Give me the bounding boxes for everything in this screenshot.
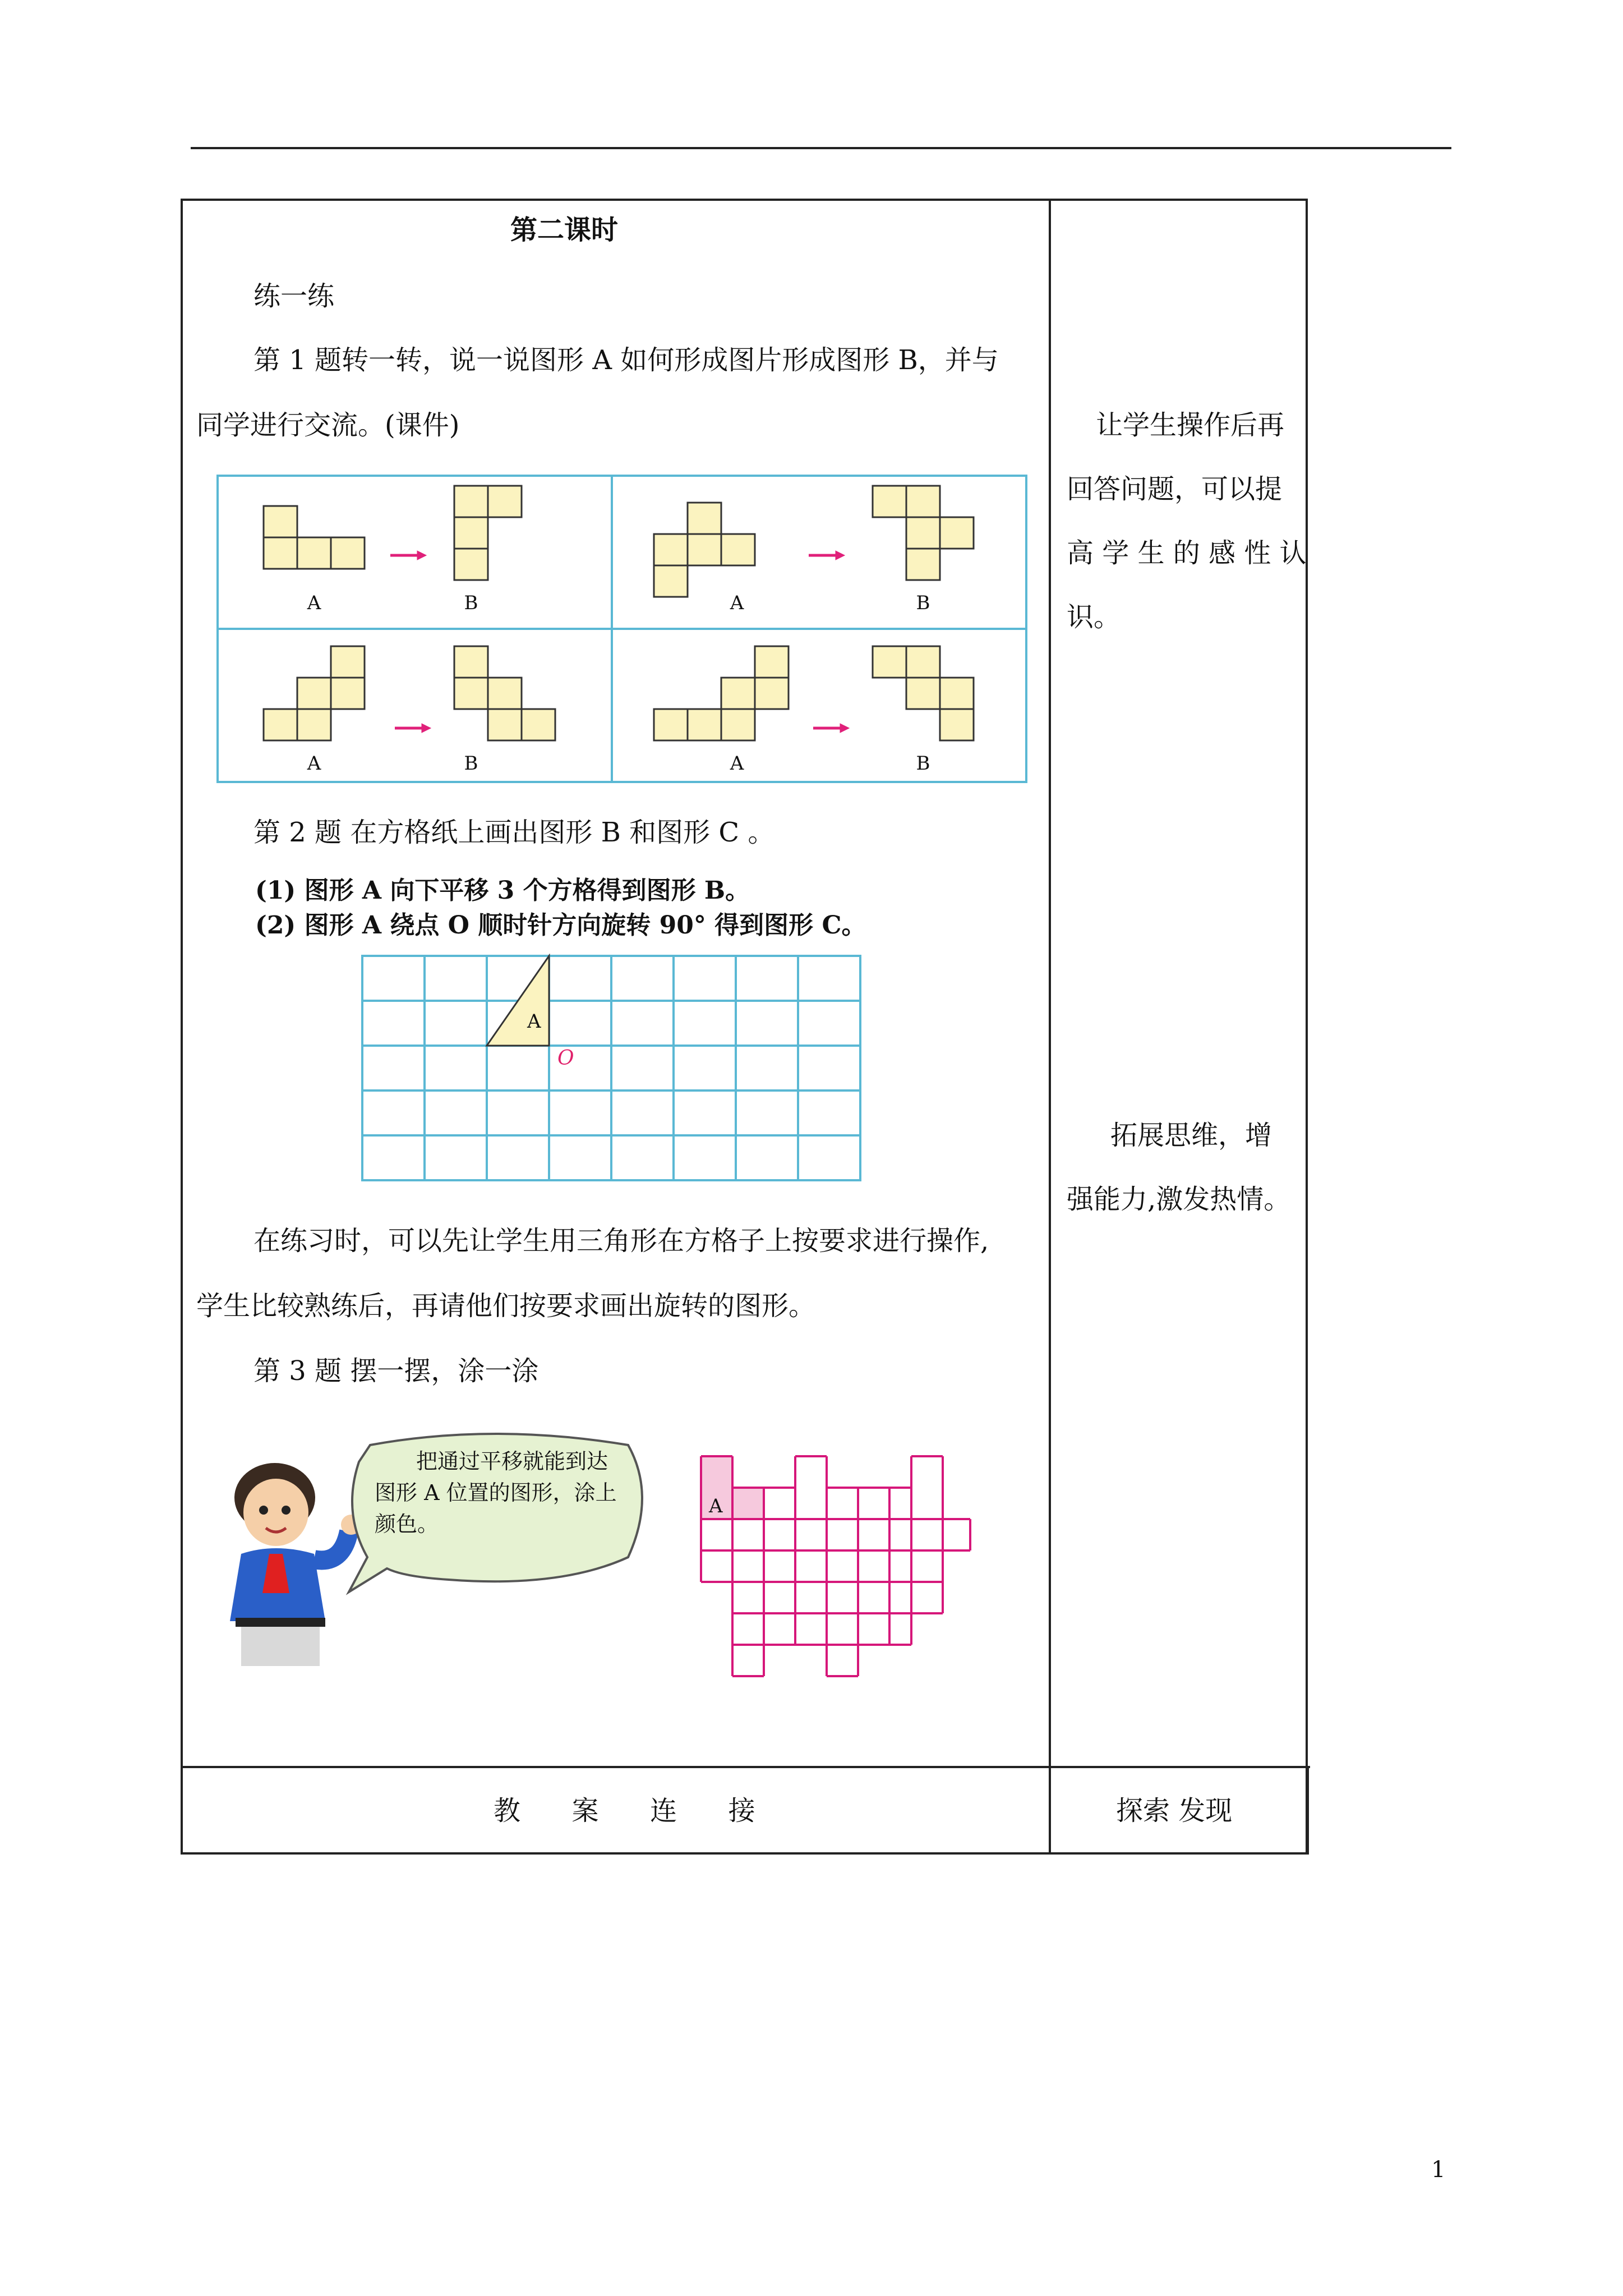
header-rule [191,147,1451,149]
panel-4-label-a: A [730,752,744,775]
sidebar-note-1-line-4: 识。 [1067,601,1121,633]
practice-heading: 练一练 [253,280,335,312]
panel-4-label-b: B [916,752,930,775]
question-1-line-2: 同学进行交流。(课件) [196,409,460,441]
question-2-sub-2: (2) 图形 A 绕点 O 顺时针方向旋转 90° 得到图形 C。 [255,911,866,940]
footer-right-edge [1307,1766,1309,1855]
footer-explore: 探索 发现 [1116,1795,1233,1826]
panel-1-label-a: A [307,592,321,614]
footer-divider [181,1766,1310,1768]
grid-label-o: O [557,1047,574,1070]
rotation-figure [216,475,1027,783]
bubble-line-1: 把通过平移就能到达 [416,1449,608,1474]
question-2-sub-1: (1) 图形 A 向下平移 3 个方格得到图形 B。 [255,876,750,905]
bubble-line-2: 图形 A 位置的图形，涂上 [375,1480,617,1505]
panel-1-label-b: B [464,592,478,614]
panel-2-label-a: A [730,592,744,614]
sidebar-note-1-line-3: 高 学 生 的 感 性 认 [1067,537,1307,569]
column-divider [1049,199,1051,1855]
panel-3-label-b: B [464,752,478,775]
note-line-1: 在练习时，可以先让学生用三角形在方格子上按要求进行操作, [253,1225,989,1257]
puzzle-figure [695,1451,987,1692]
question-2-heading: 第 2 题 在方格纸上画出图形 B 和图形 C 。 [253,817,775,848]
puzzle-label-a: A [709,1495,723,1517]
sidebar-note-2-line-1: 拓展思维，增 [1110,1120,1272,1151]
question-3-heading: 第 3 题 摆一摆，涂一涂 [253,1355,539,1387]
lesson-title: 第二课时 [510,214,619,246]
footer-lesson-link: 教 案 连 接 [494,1795,755,1826]
grid-label-a: A [527,1010,541,1033]
sidebar-note-2-line-2: 强能力,激发热情。 [1067,1184,1291,1215]
note-line-2: 学生比较熟练后，再请他们按要求画出旋转的图形。 [196,1290,816,1322]
panel-3-label-a: A [307,752,321,775]
sidebar-note-1-line-1: 让学生操作后再 [1096,409,1285,441]
page-number: 1 [1431,2157,1446,2183]
bubble-line-3: 颜色。 [375,1512,439,1536]
sidebar-note-1-line-2: 回答问题，可以提 [1067,473,1283,505]
grid-figure [360,954,865,1189]
panel-2-label-b: B [916,592,930,614]
question-1-line-1: 第 1 题转一转，说一说图形 A 如何形成图片形成图形 B，并与 [253,344,999,376]
